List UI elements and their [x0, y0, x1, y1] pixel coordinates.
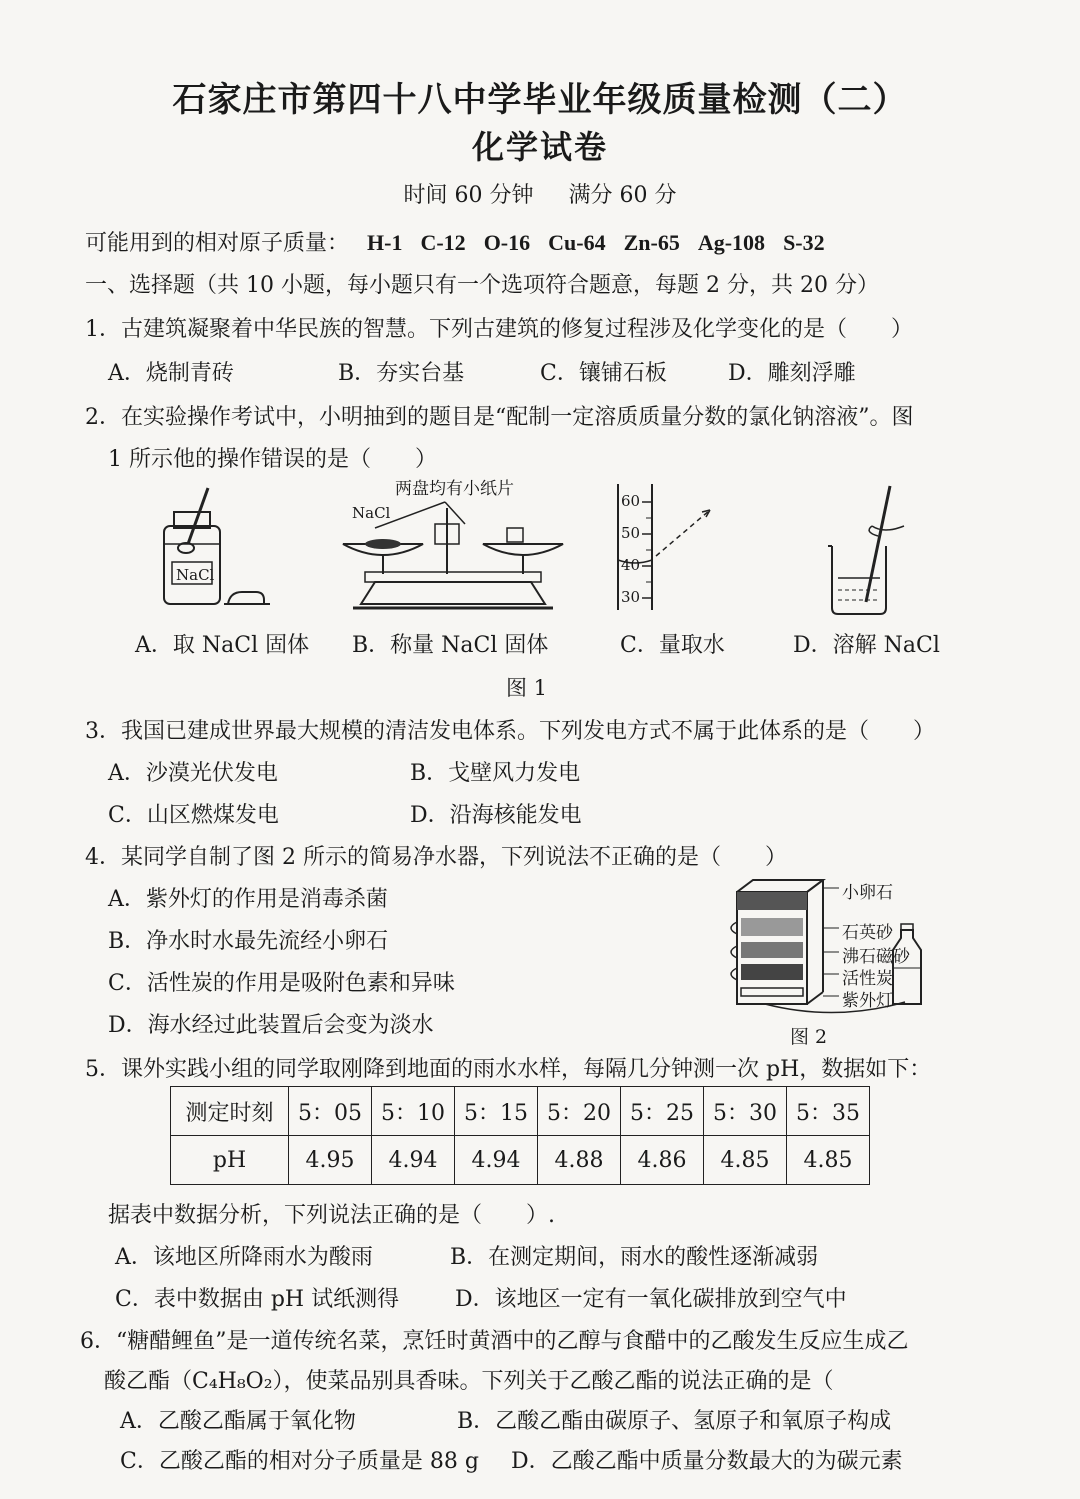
q5-lead: 据表中数据分析，下列说法正确的是（ ）. [108, 1203, 555, 1228]
time-cell: 5：05 [289, 1087, 372, 1136]
q3-option-d: D．沿海核能发电 [410, 803, 582, 828]
table-row [171, 1087, 870, 1136]
q5-option-c: C．表中数据由 pH 试纸测得 [115, 1287, 400, 1312]
figure2-caption: 图 2 [790, 1026, 828, 1048]
q3-stem: 3．我国已建成世界最大规模的清洁发电体系。下列发电方式不属于此体系的是（ ） [85, 719, 935, 744]
figure-water-purifier [715, 872, 955, 1024]
cylinder-tick-40: 40 [621, 556, 641, 574]
atomic-masses-label: 可能用到的相对原子质量： [85, 231, 350, 256]
q1-option-c: C．镶铺石板 [540, 361, 667, 386]
purifier-label-activated-carbon: 活性炭 [842, 969, 893, 989]
atomic-mass: Zn-65 [623, 230, 680, 255]
atomic-mass: O-16 [483, 230, 531, 255]
q5-stem: 5．课外实践小组的同学取刚降到地面的雨水水样，每隔几分钟测一次 pH，数据如下： [85, 1057, 932, 1082]
q5-option-a: A．该地区所降雨水为酸雨 [115, 1245, 373, 1270]
cylinder-tick-60: 60 [621, 492, 641, 510]
purifier-label-uv-lamp: 紫外灯 [842, 991, 893, 1011]
q1-option-b: B．夯实台基 [338, 361, 465, 386]
ph-cell: 4.94 [372, 1136, 455, 1185]
bottle-label: NaCl [176, 566, 215, 584]
cylinder-tick-50: 50 [621, 524, 641, 542]
table-row [171, 1136, 870, 1185]
atomic-mass: C-12 [420, 230, 466, 255]
q4-option-a: A．紫外灯的作用是消毒杀菌 [108, 887, 388, 912]
atomic-masses [85, 226, 825, 257]
q4-stem: 4．某同学自制了图 2 所示的简易净水器，下列说法不正确的是（ ） [85, 845, 787, 870]
atomic-mass: Cu-64 [548, 230, 606, 255]
q2-stem-line1: 2．在实验操作考试中，小明抽到的题目是“配制一定溶质质量分数的氯化钠溶液”。图 [85, 405, 914, 430]
q1-option-d: D．雕刻浮雕 [728, 361, 856, 386]
q4-option-c: C．活性炭的作用是吸附色素和异味 [108, 971, 455, 996]
q6-option-d: D．乙酸乙酯中质量分数最大的为碳元素 [511, 1449, 903, 1474]
atomic-mass: H-1 [367, 230, 403, 255]
exam-title: 石家庄市第四十八中学毕业年级质量检测（二） [172, 80, 908, 120]
balance-nacl-label: NaCl [352, 504, 391, 522]
exam-time: 时间 60 分钟 [403, 183, 534, 208]
figure-balance [335, 494, 565, 620]
q2-option-a: A．取 NaCl 固体 [135, 633, 310, 658]
table-header-ph: pH [171, 1136, 289, 1185]
time-cell: 5：20 [538, 1087, 621, 1136]
ph-cell: 4.94 [455, 1136, 538, 1185]
time-cell: 5：10 [372, 1087, 455, 1136]
figure1-caption: 图 1 [506, 676, 548, 700]
atomic-mass: Ag-108 [697, 230, 766, 255]
q6-stem-line2: 酸乙酯（C₄H₈O₂），使菜品别具香味。下列关于乙酸乙酯的说法正确的是（ [104, 1369, 834, 1394]
q5-option-d: D．该地区一定有一氧化碳排放到空气中 [455, 1287, 847, 1312]
q6-option-c: C．乙酸乙酯的相对分子质量是 88 g [120, 1449, 479, 1474]
time-cell: 5：25 [621, 1087, 704, 1136]
purifier-label-quartz-sand: 石英砂 [842, 923, 893, 943]
q2-option-c: C．量取水 [620, 633, 725, 658]
exam-score: 满分 60 分 [568, 183, 677, 208]
q6-option-a: A．乙酸乙酯属于氧化物 [120, 1409, 356, 1434]
q2-option-b: B．称量 NaCl 固体 [352, 633, 549, 658]
q4-option-d: D．海水经过此装置后会变为淡水 [108, 1013, 434, 1038]
ph-cell: 4.95 [289, 1136, 372, 1185]
purifier-label-zeolite: 沸石磁砂 [842, 947, 910, 967]
balance-note: 两盘均有小纸片 [395, 479, 514, 499]
q4-option-b: B．净水时水最先流经小卵石 [108, 929, 389, 954]
purifier-label-pebbles: 小卵石 [842, 883, 893, 903]
table-header-time: 测定时刻 [171, 1087, 289, 1136]
q5-option-b: B．在测定期间，雨水的酸性逐渐减弱 [450, 1245, 819, 1270]
q3-option-b: B．戈壁风力发电 [410, 761, 581, 786]
cylinder-tick-30: 30 [621, 588, 641, 606]
time-cell: 5：30 [704, 1087, 787, 1136]
figure-reagent-bottle [150, 482, 280, 618]
q1-option-a: A．烧制青砖 [108, 361, 234, 386]
q3-option-a: A．沙漠光伏发电 [108, 761, 278, 786]
figure-beaker [818, 482, 918, 616]
time-cell: 5：35 [787, 1087, 870, 1136]
q2-stem-line2: 1 所示他的操作错误的是（ ） [108, 447, 437, 472]
q6-stem-line1: 6．“糖醋鲤鱼”是一道传统名菜，烹饪时黄酒中的乙醇与食醋中的乙酸发生反应生成乙 [80, 1329, 909, 1354]
ph-cell: 4.86 [621, 1136, 704, 1185]
ph-data-table [170, 1086, 870, 1185]
q6-option-b: B．乙酸乙酯由碳原子、氢原子和氧原子构成 [457, 1409, 892, 1434]
exam-subtitle: 化学试卷 [471, 128, 608, 166]
section-heading: 一、选择题（共 10 小题，每小题只有一个选项符合题意，每题 2 分，共 20 分） [85, 273, 879, 298]
ph-cell: 4.85 [704, 1136, 787, 1185]
atomic-mass: S-32 [783, 230, 825, 255]
q2-option-d: D．溶解 NaCl [793, 633, 940, 658]
ph-cell: 4.88 [538, 1136, 621, 1185]
exam-meta [0, 178, 1080, 209]
q1-stem: 1．古建筑凝聚着中华民族的智慧。下列古建筑的修复过程涉及化学变化的是（ ） [85, 317, 913, 342]
time-cell: 5：15 [455, 1087, 538, 1136]
ph-cell: 4.85 [787, 1136, 870, 1185]
q3-option-c: C．山区燃煤发电 [108, 803, 279, 828]
